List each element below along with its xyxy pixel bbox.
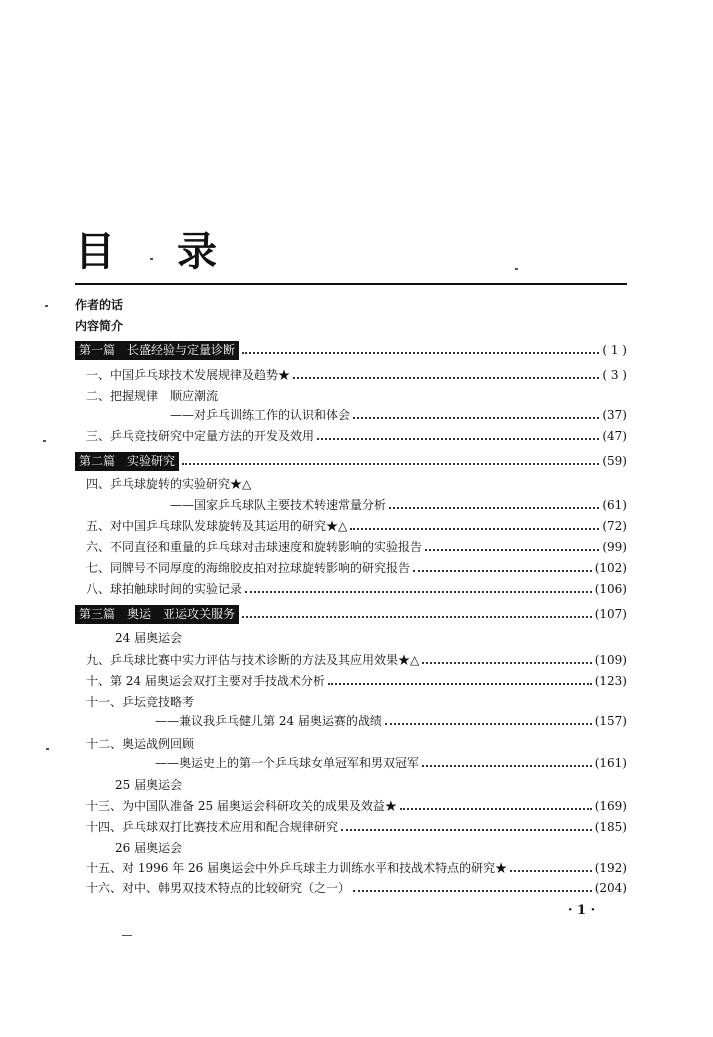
toc-entry-9[interactable] bbox=[86, 650, 627, 670]
toc-entry-15[interactable] bbox=[86, 858, 627, 878]
entry-label: 八、球拍触球时间的实验记录 bbox=[86, 582, 243, 596]
entry-label: ——国家乒乓球队主要技术转速常量分析 bbox=[170, 498, 387, 512]
dot-leader bbox=[242, 615, 592, 618]
page-ref: (61) bbox=[602, 498, 627, 512]
entry-label: 十五、对 1996 年 26 届奥运会中外乒乓球主力训练水平和技战术特点的研究★ bbox=[86, 861, 508, 875]
dot-leader bbox=[293, 376, 599, 379]
title-rule bbox=[75, 283, 627, 285]
entry-label: 一、中国乒乓球技术发展规律及趋势★ bbox=[86, 368, 291, 382]
toc-entry-12[interactable]: 十二、奥运战例回顾 bbox=[86, 737, 195, 751]
part-label: 第三篇 奥运 亚运攻关服务 bbox=[75, 605, 239, 624]
toc-part-1[interactable] bbox=[75, 340, 627, 360]
dot-leader bbox=[317, 437, 599, 440]
page-ref: (99) bbox=[602, 540, 627, 554]
toc-entry-8[interactable] bbox=[86, 579, 627, 599]
front-matter-summary[interactable]: 内容简介 bbox=[75, 319, 124, 333]
title-char-mu: 目 bbox=[75, 229, 115, 275]
toc-entry-5[interactable] bbox=[86, 516, 627, 536]
page-ref: (102) bbox=[594, 561, 627, 575]
dot-leader bbox=[341, 828, 592, 831]
page-ref: (47) bbox=[602, 429, 627, 443]
dot-leader bbox=[422, 661, 591, 664]
scan-speck bbox=[43, 440, 46, 442]
toc-entry-4[interactable]: 四、乒乓球旋转的实验研究★△ bbox=[86, 477, 252, 491]
page-ref: (161) bbox=[594, 756, 627, 770]
page-ref: (157) bbox=[594, 714, 627, 728]
scan-speck bbox=[45, 305, 48, 307]
dot-leader bbox=[353, 416, 599, 419]
toc-entry-4-subtitle[interactable] bbox=[170, 495, 627, 515]
page-ref: ( 1 ) bbox=[602, 343, 627, 357]
entry-label: 十四、乒乓球双打比赛技术应用和配合规律研究 bbox=[86, 820, 339, 834]
page-ref: (109) bbox=[594, 653, 627, 667]
dot-leader bbox=[328, 682, 592, 685]
entry-label: 三、乒乓竞技研究中定量方法的开发及效用 bbox=[86, 429, 315, 443]
page-ref: (185) bbox=[594, 820, 627, 834]
part-label: 第二篇 实验研究 bbox=[75, 452, 179, 471]
page-number: · 1 · bbox=[568, 903, 596, 918]
toc-entry-12-subtitle[interactable] bbox=[155, 753, 627, 773]
dot-leader bbox=[245, 590, 592, 593]
entry-label: ——兼议我乒乓健儿第 24 届奥运赛的战绩 bbox=[155, 714, 382, 728]
dot-leader bbox=[350, 527, 599, 530]
entry-label: 十、第 24 届奥运会双打主要对手技战术分析 bbox=[86, 674, 325, 688]
toc-entry-2[interactable]: 二、把握规律 顺应潮流 bbox=[86, 389, 219, 403]
page-ref: (169) bbox=[594, 799, 627, 813]
title-char-lu: 录 bbox=[177, 229, 217, 275]
entry-label: 五、对中国乒乓球队发球旋转及其运用的研究★△ bbox=[86, 519, 348, 533]
group-heading-25: 25 届奥运会 bbox=[115, 778, 183, 792]
entry-label: 六、不同直径和重量的乒乓球对击球速度和旋转影响的实验报告 bbox=[86, 540, 423, 554]
scan-speck bbox=[150, 258, 153, 260]
dot-leader bbox=[385, 722, 592, 725]
dot-leader bbox=[182, 462, 599, 465]
page-ref: (37) bbox=[602, 408, 627, 422]
page-ref: (204) bbox=[594, 881, 627, 895]
page-ref: ( 3 ) bbox=[602, 368, 627, 382]
entry-label: 七、同牌号不同厚度的海绵胶皮拍对拉球旋转影响的研究报告 bbox=[86, 561, 411, 575]
toc-entry-13[interactable] bbox=[86, 796, 627, 816]
page-ref: (107) bbox=[594, 607, 627, 621]
entry-label: 十六、对中、韩男双技术特点的比较研究（之一） bbox=[86, 881, 351, 895]
entry-label: 九、乒乓球比赛中实力评估与技术诊断的方法及其应用效果★△ bbox=[86, 653, 420, 667]
entry-label: 十三、为中国队准备 25 届奥运会科研攻关的成果及效益★ bbox=[86, 799, 397, 813]
dot-leader bbox=[242, 351, 599, 354]
toc-entry-3[interactable] bbox=[86, 426, 627, 446]
entry-label: ——奥运史上的第一个乒乓球女单冠军和男双冠军 bbox=[155, 756, 420, 770]
dot-leader bbox=[413, 569, 592, 572]
page-title bbox=[75, 228, 217, 276]
toc-entry-14[interactable] bbox=[86, 817, 627, 837]
entry-label: ——对乒乓训练工作的认识和体会 bbox=[170, 408, 351, 422]
dot-leader bbox=[389, 506, 599, 509]
group-heading-24: 24 届奥运会 bbox=[115, 631, 183, 645]
scan-speck bbox=[515, 268, 518, 270]
dot-leader bbox=[422, 764, 592, 767]
dot-leader bbox=[425, 548, 599, 551]
toc-entry-16[interactable] bbox=[86, 878, 627, 898]
page-ref: (72) bbox=[602, 519, 627, 533]
front-matter-authors-note[interactable]: 作者的话 bbox=[75, 298, 124, 312]
toc-part-2[interactable] bbox=[75, 451, 627, 471]
scan-speck bbox=[122, 935, 132, 936]
page-ref: (123) bbox=[594, 674, 627, 688]
dot-leader bbox=[510, 869, 592, 872]
page-ref: (106) bbox=[594, 582, 627, 596]
toc-entry-10[interactable] bbox=[86, 671, 627, 691]
toc-part-3[interactable] bbox=[75, 604, 627, 624]
dot-leader bbox=[400, 807, 592, 810]
toc-entry-6[interactable] bbox=[86, 537, 627, 557]
toc-entry-2-subtitle[interactable] bbox=[170, 405, 627, 425]
part-label: 第一篇 长盛经验与定量诊断 bbox=[75, 341, 239, 360]
toc-entry-1[interactable] bbox=[86, 365, 627, 385]
page-ref: (59) bbox=[602, 454, 627, 468]
dot-leader bbox=[353, 889, 592, 892]
toc-entry-11-subtitle[interactable] bbox=[155, 711, 627, 731]
toc-entry-11[interactable]: 十一、乒坛竞技略考 bbox=[86, 695, 195, 709]
toc-entry-7[interactable] bbox=[86, 558, 627, 578]
group-heading-26: 26 届奥运会 bbox=[115, 841, 183, 855]
scan-speck bbox=[46, 748, 49, 750]
page-ref: (192) bbox=[594, 861, 627, 875]
